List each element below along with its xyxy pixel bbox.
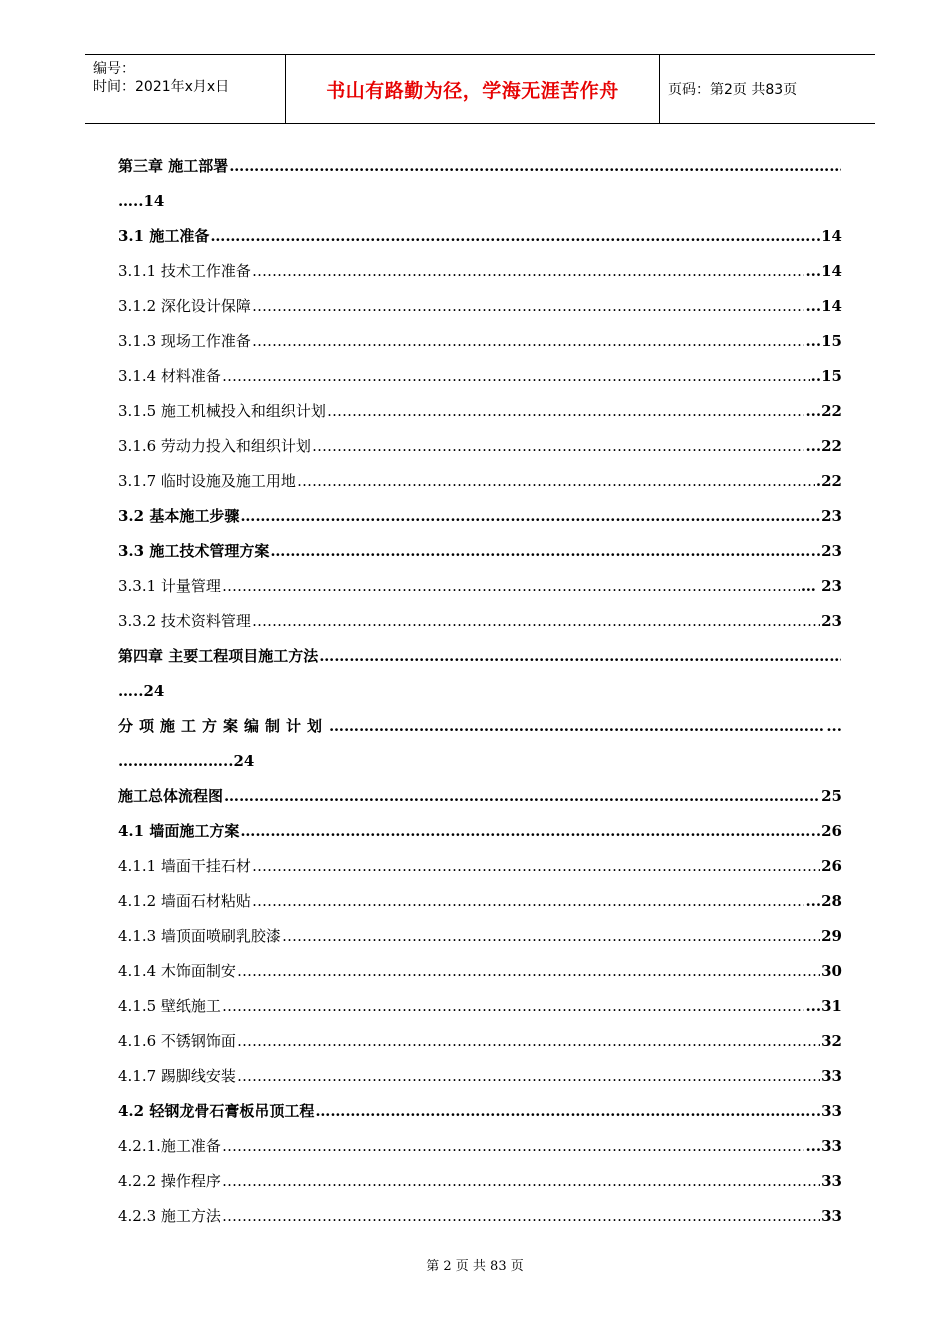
toc-dot-leader — [224, 787, 820, 805]
toc-entry[interactable] — [118, 988, 842, 1023]
toc-entry-title: 4.2 轻钢龙骨石膏板吊顶工程 — [118, 1102, 315, 1120]
toc-entry-page: 23 — [821, 506, 842, 525]
toc-entry-page: ..33 — [810, 1101, 842, 1120]
toc-entry-page: ...14 — [805, 296, 842, 315]
header-meta — [93, 60, 229, 96]
toc-entry-title: …..14 — [118, 191, 165, 210]
toc-entry[interactable] — [118, 953, 842, 988]
toc-entry[interactable] — [118, 148, 842, 183]
document-header — [85, 54, 875, 124]
toc-dot-leader — [222, 577, 800, 595]
toc-entry-page: 26 — [821, 856, 842, 875]
toc-entry-title: 施工总体流程图 — [118, 787, 224, 805]
toc-entry[interactable] — [118, 673, 842, 708]
toc-entry-title: 4.1.1 墙面干挂石材 — [118, 857, 251, 875]
toc-dot-leader — [222, 1137, 805, 1155]
toc-dot-leader — [329, 717, 825, 735]
toc-entry[interactable] — [118, 218, 842, 253]
toc-dot-leader — [315, 1102, 809, 1120]
toc-dot-leader — [252, 892, 805, 910]
toc-dot-leader — [237, 1032, 820, 1050]
toc-dot-leader — [252, 297, 805, 315]
toc-dot-leader — [319, 647, 841, 665]
toc-entry-page: 25 — [821, 786, 842, 805]
toc-entry[interactable] — [118, 428, 842, 463]
toc-entry-title: 第三章 施工部署 — [118, 157, 229, 175]
toc-entry-page: ...22 — [805, 401, 842, 420]
page-footer: 第 2 页 共 83 页 — [426, 1259, 524, 1274]
toc-entry-title: 4.2.3 施工方法 — [118, 1207, 221, 1225]
toc-entry-title: 4.2.2 操作程序 — [118, 1172, 221, 1190]
toc-dot-leader — [312, 437, 805, 455]
toc-entry-title: …………………..24 — [118, 751, 255, 770]
toc-entry-page: ..15 — [810, 366, 842, 385]
toc-entry[interactable] — [118, 1058, 842, 1093]
toc-entry-title: 3.3.2 技术资料管理 — [118, 612, 251, 630]
toc-entry[interactable] — [118, 918, 842, 953]
toc-dot-leader — [237, 962, 820, 980]
toc-entry[interactable] — [118, 813, 842, 848]
toc-entry-page: ..23 — [810, 541, 842, 560]
toc-entry-title: 4.1.4 木饰面制安 — [118, 962, 236, 980]
toc-entry-title: 分项施工方案编制计划 — [118, 717, 329, 735]
toc-entry-title: 4.1.3 墙顶面喷刷乳胶漆 — [118, 927, 281, 945]
toc-entry-page: 29 — [821, 926, 842, 945]
toc-entry-title: 3.1.7 临时设施及施工用地 — [118, 472, 296, 490]
toc-dot-leader — [327, 402, 805, 420]
toc-entry-page: ...22 — [805, 436, 842, 455]
toc-entry-page: 33 — [821, 1206, 842, 1225]
toc-entry-page: ...15 — [805, 331, 842, 350]
toc-entry-title: 3.1.3 现场工作准备 — [118, 332, 251, 350]
toc-dot-leader — [210, 227, 809, 245]
toc-entry[interactable] — [118, 463, 842, 498]
toc-entry-title: 3.3.1 计量管理 — [118, 577, 221, 595]
toc-entry-title: 4.1.6 不锈钢饰面 — [118, 1032, 236, 1050]
toc-entry-page: ...28 — [805, 891, 842, 910]
toc-entry-title: 第四章 主要工程项目施工方法 — [118, 647, 319, 665]
toc-entry-title: 4.2.1.施工准备 — [118, 1137, 221, 1155]
toc-entry-page: … 23 — [800, 576, 842, 595]
toc-entry[interactable] — [118, 323, 842, 358]
toc-entry[interactable] — [118, 1093, 842, 1128]
toc-entry[interactable] — [118, 638, 842, 673]
toc-entry-title: 3.1 施工准备 — [118, 227, 210, 245]
toc-entry-title: 3.1.6 劳动力投入和组织计划 — [118, 437, 311, 455]
toc-entry-page: 33 — [821, 1066, 842, 1085]
toc-entry[interactable] — [118, 778, 842, 813]
header-page-label: 页码：第2页 共83页 — [668, 82, 798, 98]
toc-entry-title: 4.1.5 壁纸施工 — [118, 997, 221, 1015]
toc-dot-leader — [297, 472, 815, 490]
toc-entry-page: ... — [826, 716, 842, 735]
toc-entry-page: 32 — [821, 1031, 842, 1050]
toc-entry-title: 3.1.4 材料准备 — [118, 367, 221, 385]
toc-entry-title: …..24 — [118, 681, 165, 700]
toc-dot-leader — [252, 612, 820, 630]
toc-entry[interactable] — [118, 1198, 842, 1233]
toc-entry-title: 4.1.2 墙面石材粘贴 — [118, 892, 251, 910]
toc-entry[interactable] — [118, 883, 842, 918]
toc-entry-title: 3.2 基本施工步骤 — [118, 507, 240, 525]
toc-entry[interactable] — [118, 533, 842, 568]
toc-entry[interactable] — [118, 848, 842, 883]
toc-dot-leader — [240, 822, 809, 840]
toc-entry-title: 3.1.5 施工机械投入和组织计划 — [118, 402, 326, 420]
toc-dot-leader — [240, 507, 820, 525]
toc-entry-page: ...31 — [805, 996, 842, 1015]
toc-entry[interactable] — [118, 393, 842, 428]
toc-entry-title: 3.3 施工技术管理方案 — [118, 542, 270, 560]
header-motto: 书山有路勤为径，学海无涯苦作舟 — [326, 79, 619, 102]
toc-entry[interactable] — [118, 253, 842, 288]
toc-entry[interactable] — [118, 498, 842, 533]
toc-entry[interactable] — [118, 1023, 842, 1058]
toc-entry[interactable] — [118, 358, 842, 393]
toc-entry-page: 33 — [821, 1171, 842, 1190]
toc-dot-leader — [237, 1067, 820, 1085]
toc-entry[interactable] — [118, 568, 842, 603]
table-of-contents — [118, 148, 842, 1233]
toc-entry[interactable] — [118, 183, 842, 218]
toc-dot-leader — [282, 927, 820, 945]
toc-entry-page: ...14 — [805, 261, 842, 280]
toc-dot-leader — [270, 542, 809, 560]
toc-dot-leader — [222, 1207, 820, 1225]
header-time: 时间：2021年x月x日 — [93, 79, 230, 95]
toc-entry-page: 30 — [821, 961, 842, 980]
toc-dot-leader — [252, 332, 805, 350]
toc-entry[interactable] — [118, 708, 842, 743]
toc-entry[interactable] — [118, 603, 842, 638]
toc-entry-title: 4.1.7 踢脚线安装 — [118, 1067, 236, 1085]
toc-dot-leader — [222, 367, 810, 385]
toc-entry-title: 3.1.1 技术工作准备 — [118, 262, 251, 280]
toc-entry[interactable] — [118, 1128, 842, 1163]
toc-entry-page: .22 — [815, 471, 842, 490]
toc-entry[interactable] — [118, 288, 842, 323]
toc-entry-title: 4.1 墙面施工方案 — [118, 822, 240, 840]
toc-dot-leader — [229, 157, 841, 175]
toc-entry[interactable] — [118, 743, 842, 778]
toc-entry-page: 23 — [821, 611, 842, 630]
toc-entry-title: 3.1.2 深化设计保障 — [118, 297, 251, 315]
toc-dot-leader — [222, 997, 805, 1015]
toc-entry-page: ...33 — [805, 1136, 842, 1155]
toc-dot-leader — [252, 857, 820, 875]
toc-dot-leader — [252, 262, 805, 280]
toc-entry-page: ..26 — [810, 821, 842, 840]
toc-dot-leader — [222, 1172, 820, 1190]
header-number: 编号： — [93, 61, 135, 77]
toc-entry[interactable] — [118, 1163, 842, 1198]
toc-entry-page: ..14 — [810, 226, 842, 245]
